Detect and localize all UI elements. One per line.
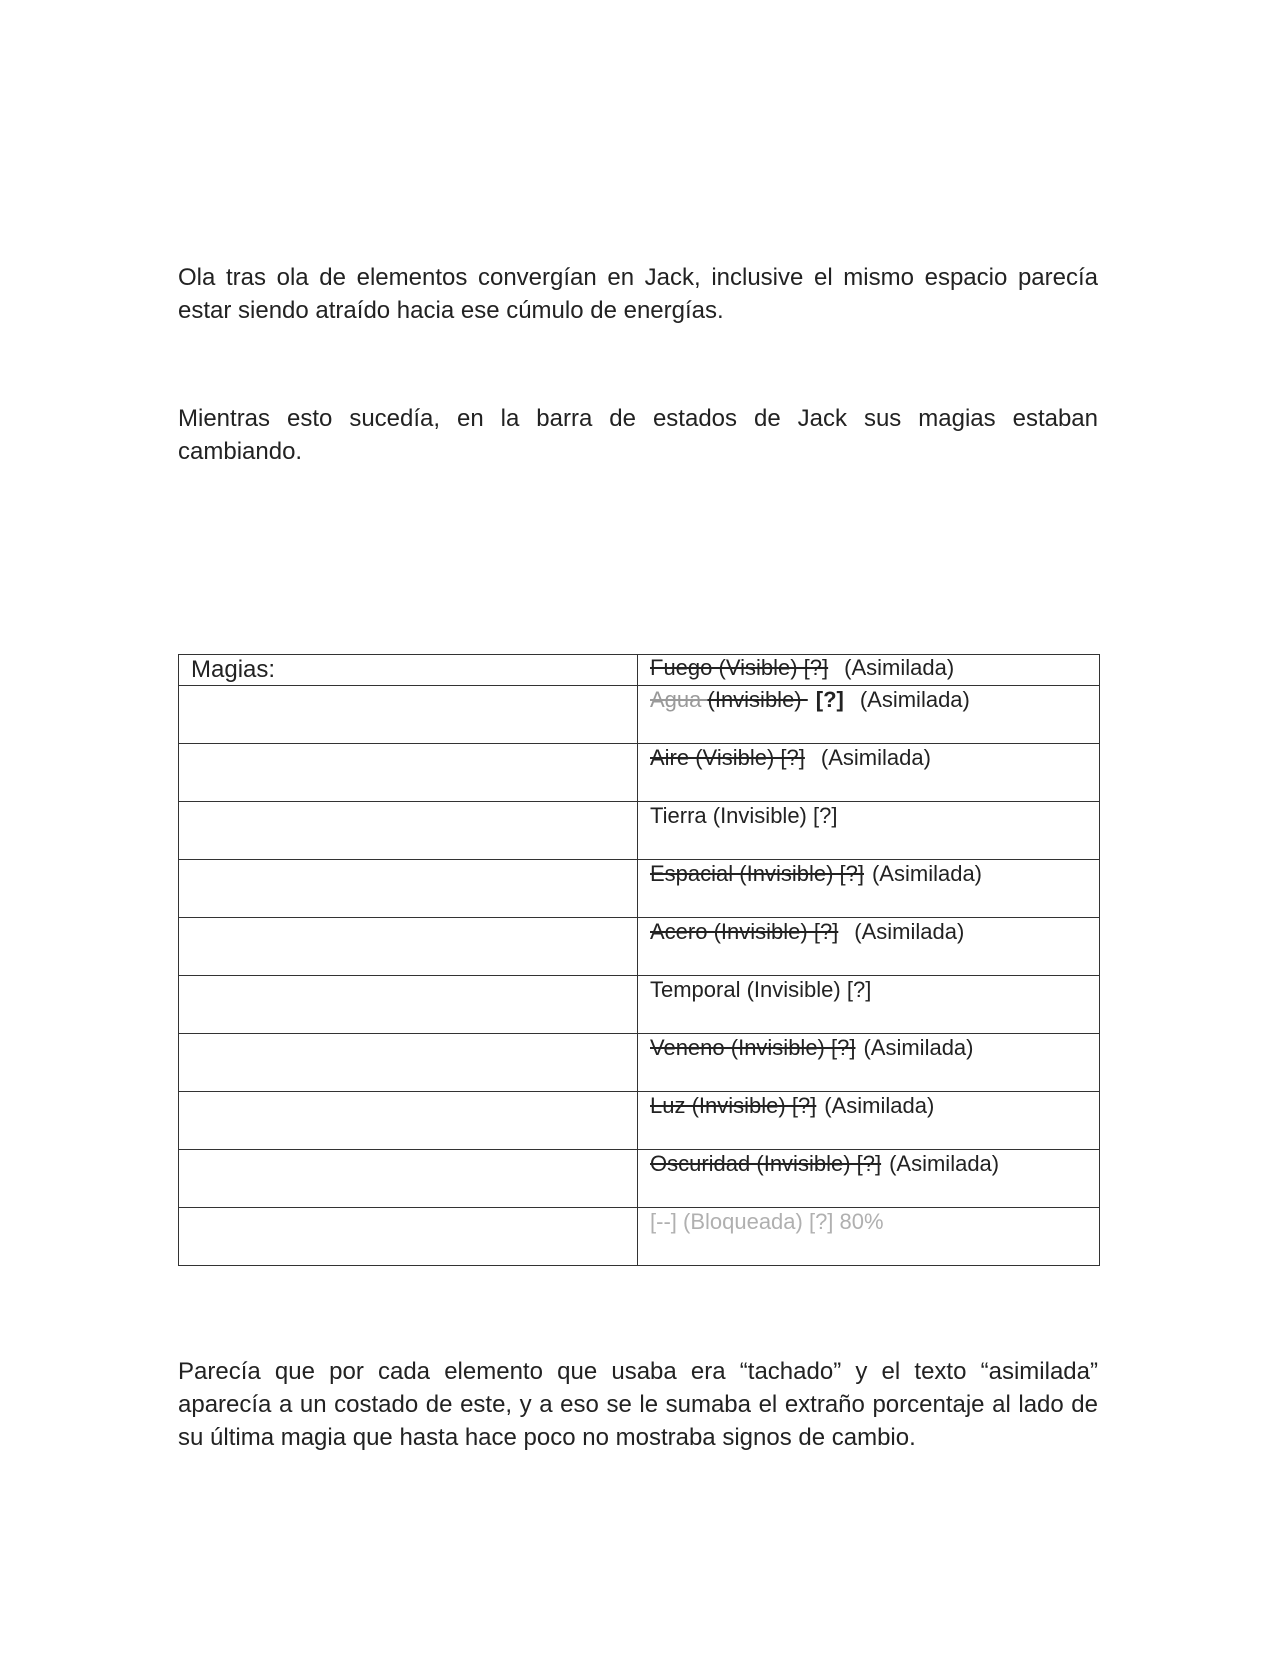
paragraph-intro: Ola tras ola de elementos convergían en Jack, inclusive el mismo espacio parecía estar siendo atraído hacia ese cúmulo de energías. bbox=[178, 264, 1098, 324]
magic-entry bbox=[638, 918, 1100, 976]
magic-name-struck: Luz (Invisible) [?] bbox=[650, 1093, 817, 1118]
magic-name-struck: Fuego (Visible) [?] bbox=[650, 655, 829, 680]
magic-entry bbox=[638, 1092, 1100, 1150]
magic-status-table bbox=[178, 654, 1100, 1266]
empty-cell bbox=[179, 744, 638, 802]
magic-name: Tierra (Invisible) [?] bbox=[650, 803, 838, 828]
magic-name-struck: Aire (Visible) [?] bbox=[650, 745, 805, 770]
table-row bbox=[179, 1150, 1100, 1208]
magic-name-struck: Espacial (Invisible) [?] bbox=[650, 861, 864, 886]
table-row bbox=[179, 655, 1100, 686]
table-header-cell bbox=[179, 655, 638, 686]
empty-cell bbox=[179, 860, 638, 918]
paragraph-explanation: Parecía que por cada elemento que usaba era “tachado” y el texto “asimilada” aparecía a un costado de este, y a eso se le sumaba el extraño porcentaje al lado de su última magia que hasta hace poco no mostraba signos de cambio. bbox=[178, 1358, 1098, 1451]
magic-status: (Asimilada) bbox=[859, 687, 970, 712]
magias-label: Magias: bbox=[191, 656, 276, 683]
table-row bbox=[179, 1034, 1100, 1092]
empty-cell bbox=[179, 1092, 638, 1150]
magic-status: (Asimilada) bbox=[863, 1035, 974, 1060]
magic-entry bbox=[638, 1150, 1100, 1208]
empty-cell bbox=[179, 976, 638, 1034]
empty-cell bbox=[179, 802, 638, 860]
table-row bbox=[179, 918, 1100, 976]
empty-cell bbox=[179, 918, 638, 976]
magic-name-struck-light: Agua bbox=[650, 687, 708, 712]
magic-status: (Asimilada) bbox=[871, 861, 983, 886]
magic-entry bbox=[638, 655, 1100, 686]
magic-status: (Asimilada) bbox=[854, 919, 965, 944]
table-row bbox=[179, 976, 1100, 1034]
magic-name-struck: Veneno (Invisible) [?] bbox=[650, 1035, 856, 1060]
magic-name-struck: Oscuridad (Invisible) [?] bbox=[650, 1151, 882, 1176]
magic-status: (Asimilada) bbox=[820, 745, 931, 770]
table-row bbox=[179, 744, 1100, 802]
magic-entry bbox=[638, 860, 1100, 918]
magic-entry bbox=[638, 802, 1100, 860]
magic-entry bbox=[638, 686, 1100, 744]
empty-cell bbox=[179, 686, 638, 744]
table-row bbox=[179, 686, 1100, 744]
empty-cell bbox=[179, 1150, 638, 1208]
magic-entry bbox=[638, 1034, 1100, 1092]
magic-entry bbox=[638, 744, 1100, 802]
magic-name: Temporal (Invisible) [?] bbox=[650, 977, 872, 1002]
magic-name-struck: (Invisible) bbox=[707, 687, 808, 712]
empty-cell bbox=[179, 1208, 638, 1266]
magic-status: (Asimilada) bbox=[844, 655, 955, 680]
table-row bbox=[179, 1092, 1100, 1150]
magic-marker: [?] bbox=[815, 687, 844, 712]
paragraph-status-change: Mientras esto sucedía, en la barra de estados de Jack sus magias estaban cambiando. bbox=[178, 405, 1098, 465]
table-row bbox=[179, 802, 1100, 860]
magic-status: (Asimilada) bbox=[889, 1151, 1000, 1176]
empty-cell bbox=[179, 1034, 638, 1092]
magic-name-locked: [--] (Bloqueada) [?] 80% bbox=[650, 1209, 884, 1234]
table-row bbox=[179, 1208, 1100, 1266]
table-row bbox=[179, 860, 1100, 918]
magic-entry bbox=[638, 976, 1100, 1034]
magic-entry bbox=[638, 1208, 1100, 1266]
magic-name-struck: Acero (Invisible) [?] bbox=[650, 919, 839, 944]
magic-status: (Asimilada) bbox=[824, 1093, 935, 1118]
